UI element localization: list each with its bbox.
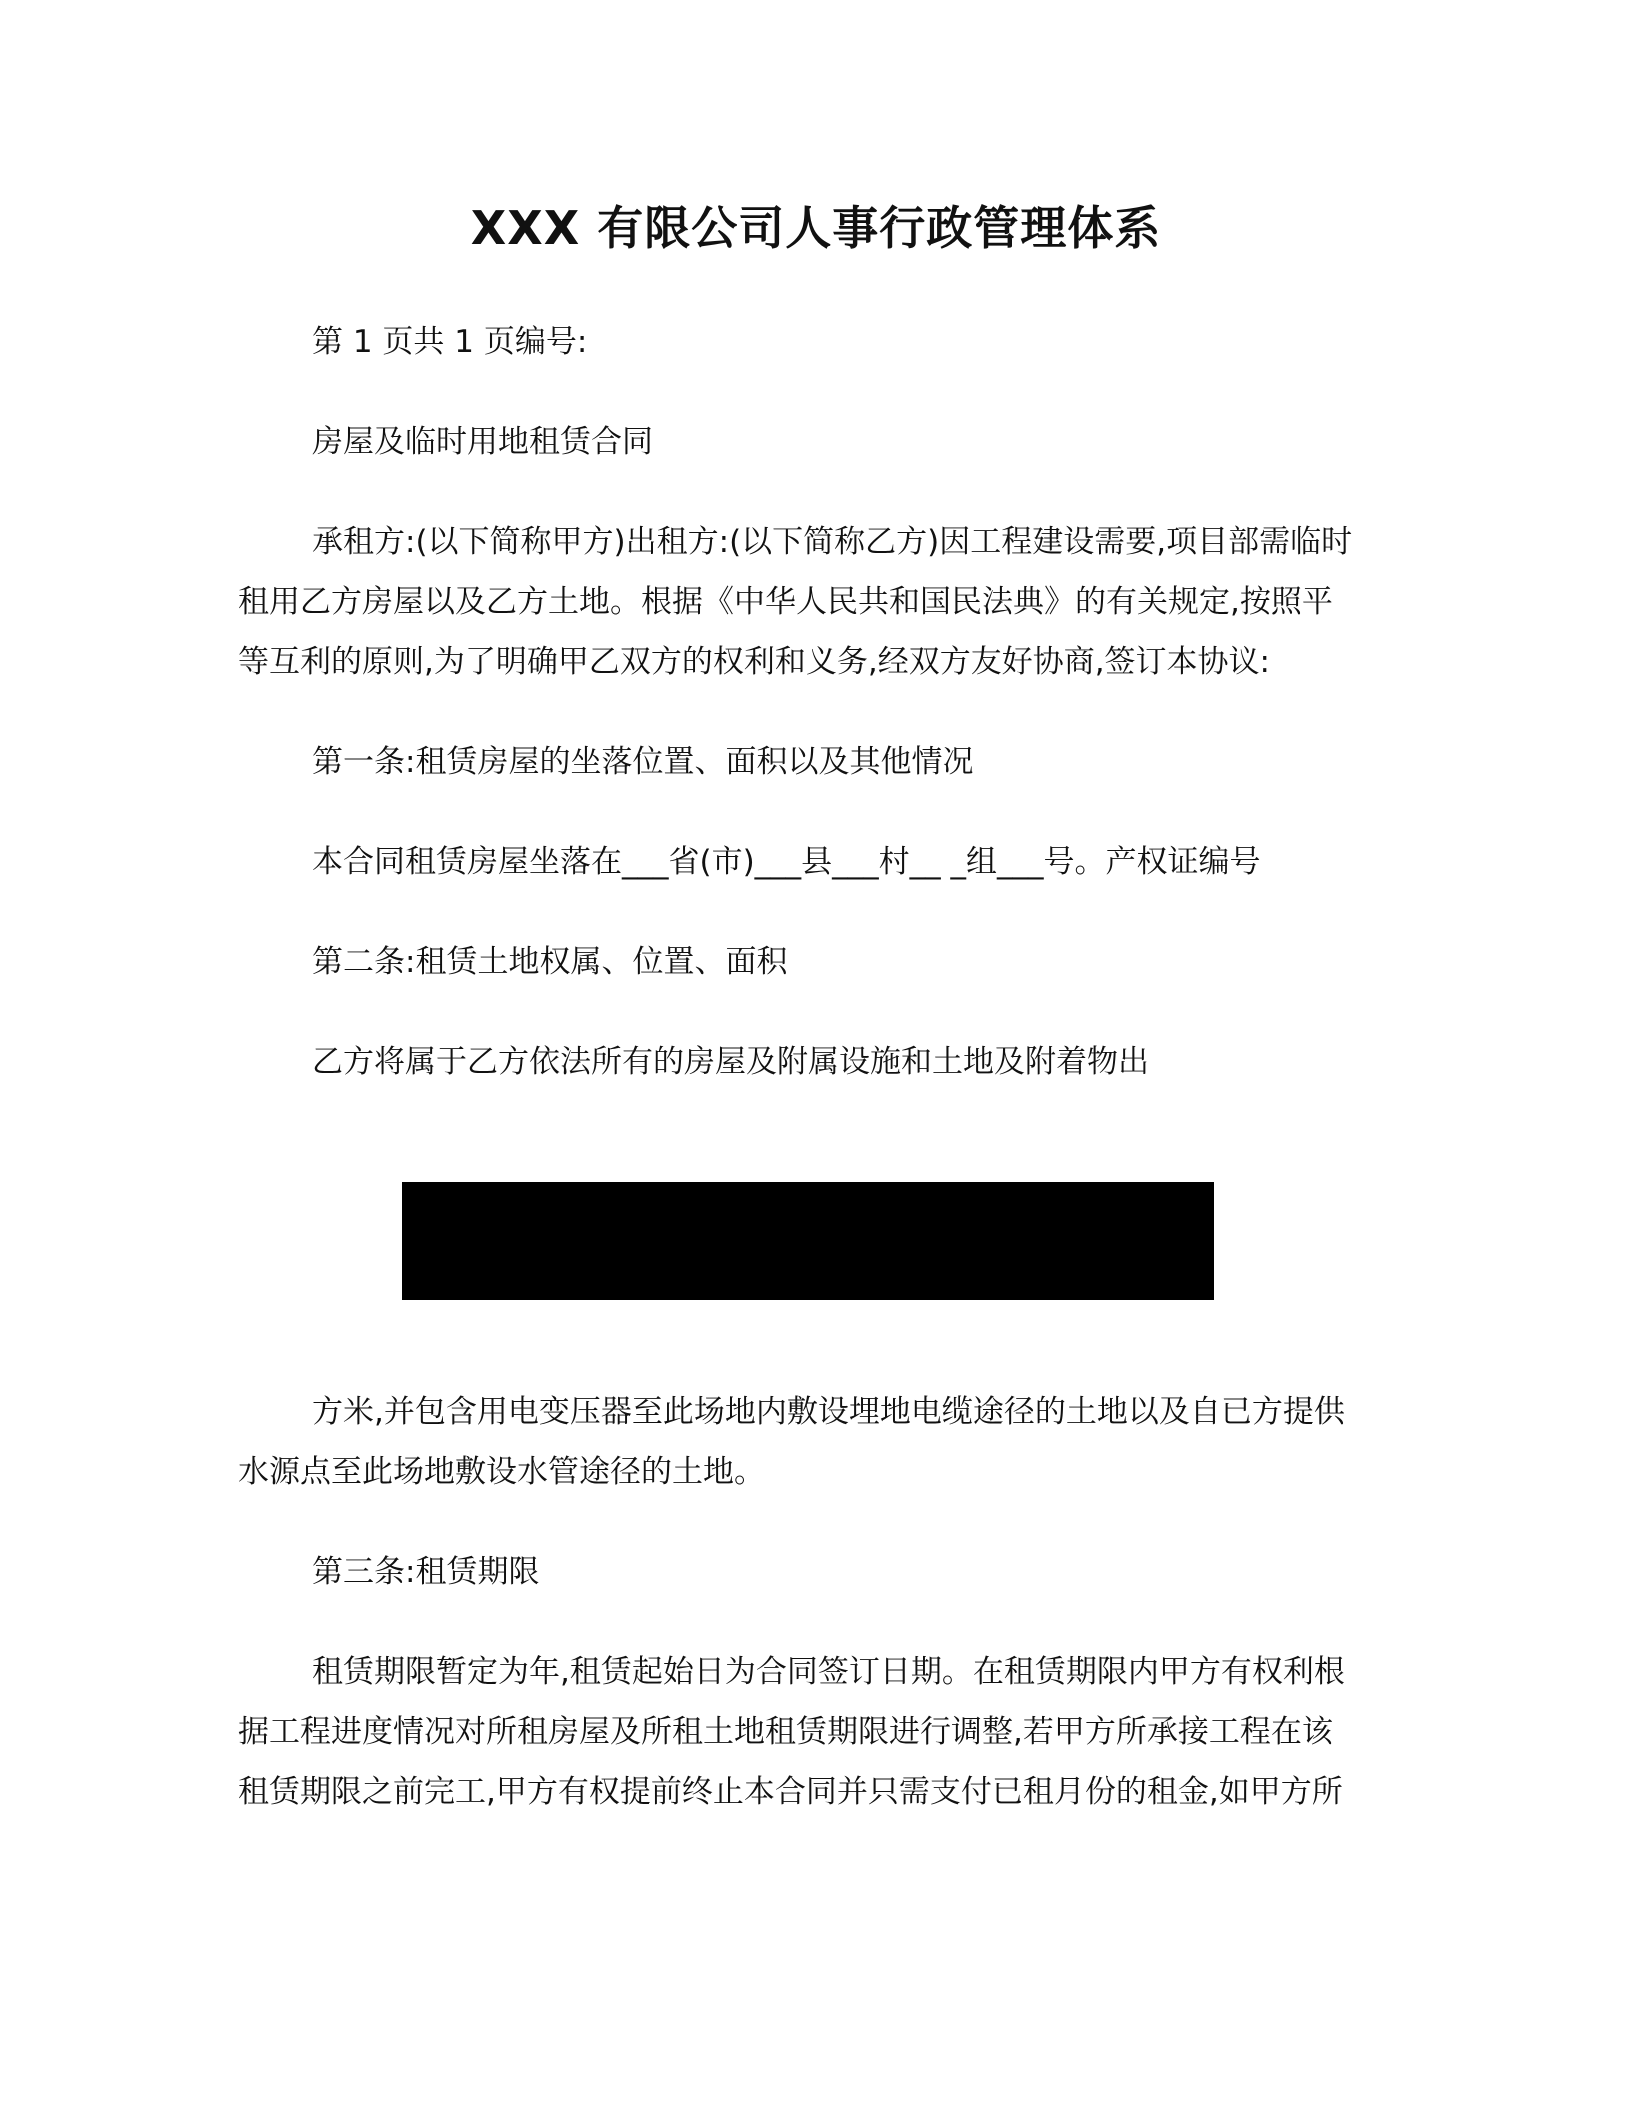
- article-1-text: 本合同租赁房屋坐落在___省(市)___县___村__ _组___号。产权证编号: [312, 844, 1261, 880]
- contract-name: 房屋及临时用地租赁合同: [312, 424, 653, 460]
- document-title: XXX 有限公司人事行政管理体系: [470, 201, 1162, 255]
- article-2-text: 乙方将属于乙方依法所有的房屋及附属设施和土地及附着物出: [312, 1044, 1149, 1080]
- redaction-block: [402, 1182, 1214, 1300]
- article-3-paragraph-line: 租赁期限之前完工,甲方有权提前终止本合同并只需支付已租月份的租金,如甲方所: [238, 1774, 1343, 1810]
- land-paragraph-line: 水源点至此场地敷设水管途径的土地。: [238, 1454, 765, 1490]
- article-3-paragraph-line: 据工程进度情况对所租房屋及所租土地租赁期限进行调整,若甲方所承接工程在该: [238, 1714, 1333, 1750]
- article-3-paragraph-line: 租赁期限暂定为年,租赁起始日为合同签订日期。在租赁期限内甲方有权利根: [312, 1654, 1345, 1690]
- article-3-heading: 第三条:租赁期限: [312, 1554, 540, 1590]
- intro-paragraph-line: 承租方:(以下简称甲方)出租方:(以下简称乙方)因工程建设需要,项目部需临时: [312, 524, 1353, 560]
- land-paragraph-line: 方米,并包含用电变压器至此场地内敷设埋地电缆途径的土地以及自已方提供: [312, 1394, 1345, 1430]
- article-1-heading: 第一条:租赁房屋的坐落位置、面积以及其他情况: [312, 744, 974, 780]
- intro-paragraph-line: 租用乙方房屋以及乙方土地。根据《中华人民共和国民法典》的有关规定,按照平: [238, 584, 1333, 620]
- intro-paragraph-line: 等互利的原则,为了明确甲乙双方的权利和义务,经双方友好协商,签订本协议:: [238, 644, 1271, 680]
- page-number-line: 第 1 页共 1 页编号:: [312, 324, 588, 360]
- article-2-heading: 第二条:租赁土地权属、位置、面积: [312, 944, 788, 980]
